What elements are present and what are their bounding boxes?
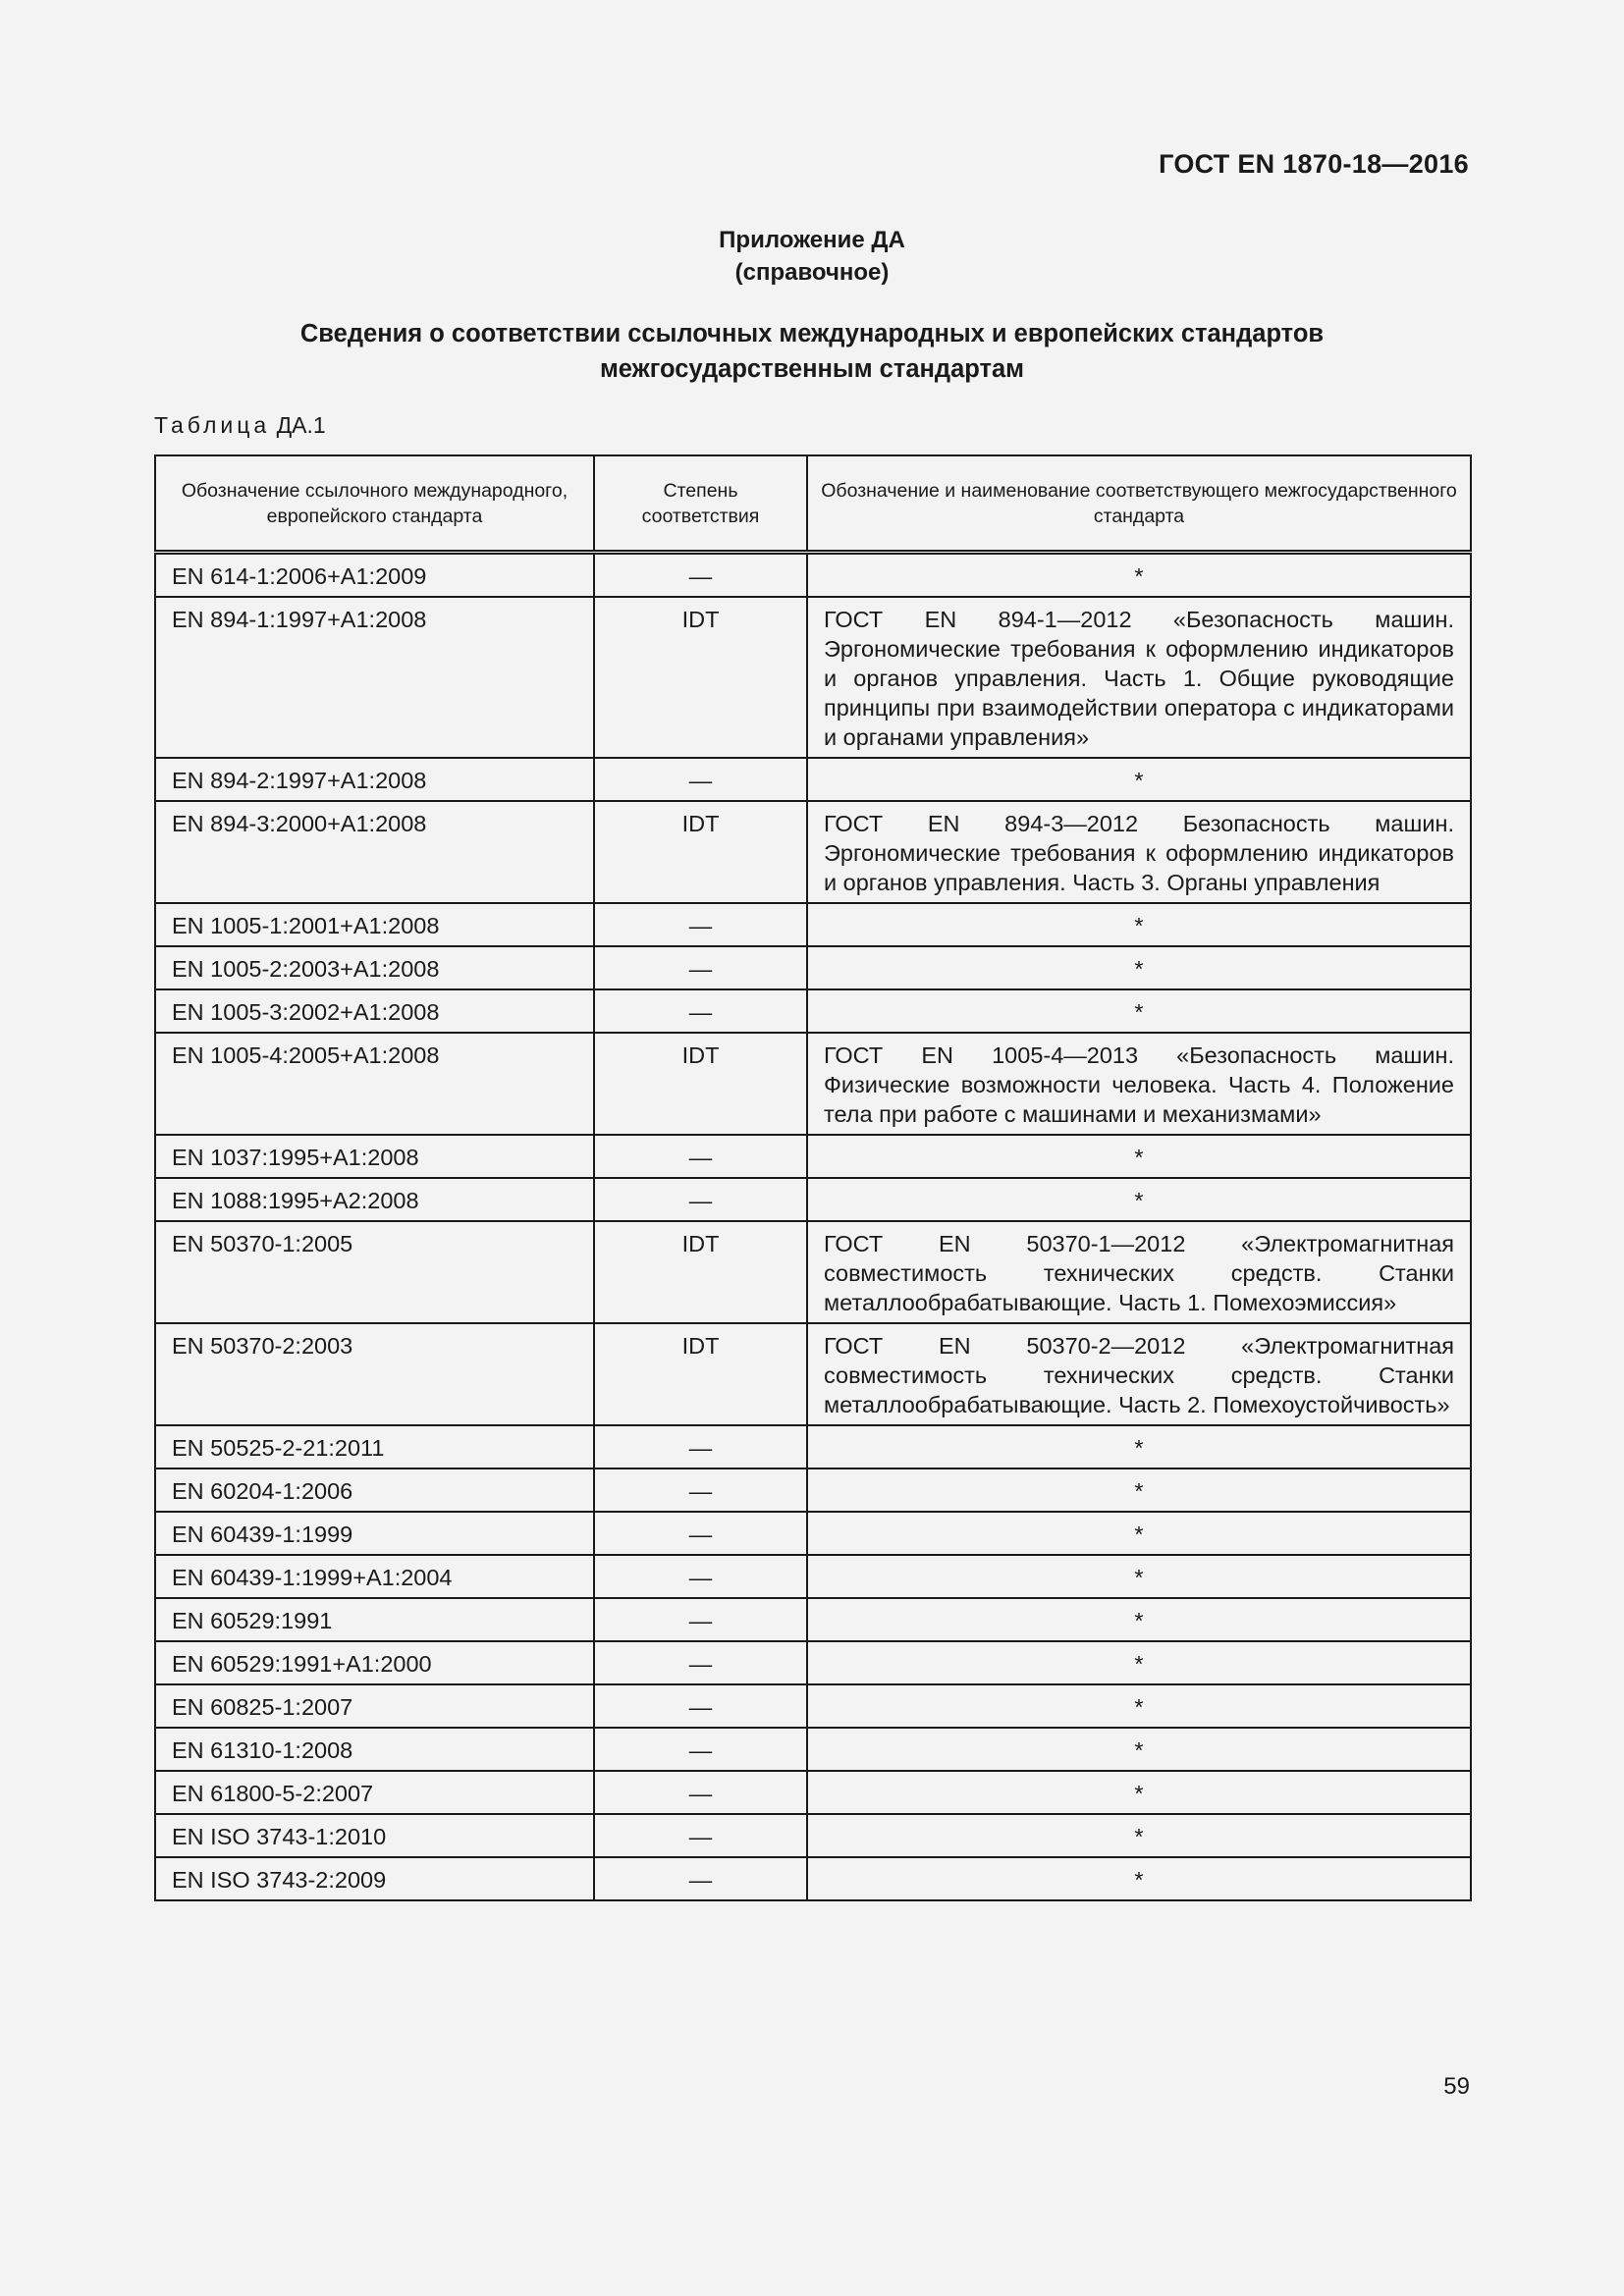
interstate-standard-cell: ГОСТ EN 894-3—2012 Безопасность машин. Эргономические требования к оформлению индикаторов и органов управления. Часть 3. Органы управления bbox=[807, 801, 1471, 903]
table-row bbox=[155, 597, 1471, 758]
interstate-standard-cell: * bbox=[807, 1468, 1471, 1512]
reference-standard-cell: EN 1005-4:2005+A1:2008 bbox=[155, 1033, 594, 1135]
section-title bbox=[0, 316, 1624, 387]
degree-cell: IDT bbox=[594, 1323, 807, 1425]
table-row bbox=[155, 1728, 1471, 1771]
reference-standard-cell: EN 60439-1:1999+A1:2004 bbox=[155, 1555, 594, 1598]
degree-cell: IDT bbox=[594, 801, 807, 903]
page-number: 59 bbox=[1443, 2073, 1470, 2100]
interstate-standard-cell: ГОСТ EN 894-1—2012 «Безопасность машин. Эргономические требования к оформлению индикаторов и органов управления. Часть 1. Общие руководящие принципы при взаимодействии оператора с индикаторами и органами управления» bbox=[807, 597, 1471, 758]
table-row bbox=[155, 1641, 1471, 1684]
reference-standard-cell: EN 60439-1:1999 bbox=[155, 1512, 594, 1555]
header-reference-standard: Обозначение ссылочного международного, европейского стандарта bbox=[155, 455, 594, 553]
table-row bbox=[155, 1598, 1471, 1641]
reference-standard-cell: EN 1037:1995+A1:2008 bbox=[155, 1135, 594, 1178]
interstate-standard-cell: ГОСТ EN 50370-2—2012 «Электромагнитная совместимость технических средств. Станки металлообрабатывающие. Часть 2. Помехоустойчивость» bbox=[807, 1323, 1471, 1425]
reference-standard-cell: EN 1005-2:2003+A1:2008 bbox=[155, 946, 594, 989]
degree-cell: — bbox=[594, 1641, 807, 1684]
reference-standard-cell: EN 614-1:2006+A1:2009 bbox=[155, 553, 594, 598]
degree-cell: IDT bbox=[594, 1033, 807, 1135]
degree-cell: — bbox=[594, 1178, 807, 1221]
reference-standard-cell: EN 60529:1991+A1:2000 bbox=[155, 1641, 594, 1684]
interstate-standard-cell: * bbox=[807, 989, 1471, 1033]
table-row bbox=[155, 1221, 1471, 1323]
appendix-subtitle: (справочное) bbox=[734, 259, 890, 286]
interstate-standard-cell: * bbox=[807, 553, 1471, 598]
table-row bbox=[155, 1857, 1471, 1900]
interstate-standard-cell: * bbox=[807, 1425, 1471, 1468]
reference-standard-cell: EN 60529:1991 bbox=[155, 1598, 594, 1641]
table-row bbox=[155, 1555, 1471, 1598]
appendix-heading bbox=[0, 224, 1624, 289]
appendix-title: Приложение ДА bbox=[719, 227, 905, 253]
degree-cell: — bbox=[594, 1425, 807, 1468]
interstate-standard-cell: * bbox=[807, 1814, 1471, 1857]
reference-standard-cell: EN 61310-1:2008 bbox=[155, 1728, 594, 1771]
interstate-standard-cell: * bbox=[807, 1598, 1471, 1641]
table-row bbox=[155, 1771, 1471, 1814]
degree-cell: — bbox=[594, 1598, 807, 1641]
reference-standard-cell: EN 50525-2-21:2011 bbox=[155, 1425, 594, 1468]
interstate-standard-cell: * bbox=[807, 903, 1471, 946]
table-caption bbox=[154, 412, 326, 439]
degree-cell: — bbox=[594, 1814, 807, 1857]
degree-cell: — bbox=[594, 903, 807, 946]
interstate-standard-cell: ГОСТ EN 1005-4—2013 «Безопасность машин. Физические возможности человека. Часть 4. Положение тела при работе с машинами и механизмами» bbox=[807, 1033, 1471, 1135]
reference-standard-cell: EN 50370-2:2003 bbox=[155, 1323, 594, 1425]
degree-cell: — bbox=[594, 1771, 807, 1814]
section-title-line-2: межгосударственным стандартам bbox=[599, 355, 1025, 383]
table-body bbox=[155, 553, 1471, 1901]
reference-standard-cell: EN 1088:1995+A2:2008 bbox=[155, 1178, 594, 1221]
reference-standard-cell: EN 894-1:1997+A1:2008 bbox=[155, 597, 594, 758]
correspondence-table bbox=[154, 454, 1472, 1901]
table-row bbox=[155, 801, 1471, 903]
degree-cell: — bbox=[594, 758, 807, 801]
table-row bbox=[155, 903, 1471, 946]
reference-standard-cell: EN 1005-1:2001+A1:2008 bbox=[155, 903, 594, 946]
interstate-standard-cell: ГОСТ EN 50370-1—2012 «Электромагнитная совместимость технических средств. Станки металлообрабатывающие. Часть 1. Помехоэмиссия» bbox=[807, 1221, 1471, 1323]
degree-cell: — bbox=[594, 946, 807, 989]
table-caption-word: Таблица bbox=[154, 412, 271, 438]
table-row bbox=[155, 946, 1471, 989]
degree-cell: — bbox=[594, 1512, 807, 1555]
interstate-standard-cell: * bbox=[807, 1641, 1471, 1684]
interstate-standard-cell: * bbox=[807, 1728, 1471, 1771]
reference-standard-cell: EN 50370-1:2005 bbox=[155, 1221, 594, 1323]
degree-cell: IDT bbox=[594, 1221, 807, 1323]
degree-cell: — bbox=[594, 1135, 807, 1178]
table-row bbox=[155, 989, 1471, 1033]
table-row bbox=[155, 758, 1471, 801]
degree-cell: — bbox=[594, 1684, 807, 1728]
table-row bbox=[155, 1684, 1471, 1728]
table-row bbox=[155, 1814, 1471, 1857]
table-header-row bbox=[155, 455, 1471, 553]
reference-standard-cell: EN 894-3:2000+A1:2008 bbox=[155, 801, 594, 903]
reference-standard-cell: EN 60204-1:2006 bbox=[155, 1468, 594, 1512]
table-row bbox=[155, 1468, 1471, 1512]
degree-cell: — bbox=[594, 1728, 807, 1771]
reference-standard-cell: EN 60825-1:2007 bbox=[155, 1684, 594, 1728]
degree-cell: — bbox=[594, 1555, 807, 1598]
degree-cell: — bbox=[594, 1857, 807, 1900]
table-caption-number: ДА.1 bbox=[276, 412, 326, 438]
reference-standard-cell: EN ISO 3743-1:2010 bbox=[155, 1814, 594, 1857]
degree-cell: — bbox=[594, 989, 807, 1033]
table-row bbox=[155, 1425, 1471, 1468]
reference-standard-cell: EN ISO 3743-2:2009 bbox=[155, 1857, 594, 1900]
section-title-line-1: Сведения о соответствии ссылочных международных и европейских стандартов bbox=[299, 320, 1325, 347]
interstate-standard-cell: * bbox=[807, 946, 1471, 989]
interstate-standard-cell: * bbox=[807, 758, 1471, 801]
table-row bbox=[155, 553, 1471, 598]
interstate-standard-cell: * bbox=[807, 1684, 1471, 1728]
table-row bbox=[155, 1033, 1471, 1135]
reference-standard-cell: EN 61800-5-2:2007 bbox=[155, 1771, 594, 1814]
degree-cell: IDT bbox=[594, 597, 807, 758]
interstate-standard-cell: * bbox=[807, 1857, 1471, 1900]
header-degree: Степень соответствия bbox=[594, 455, 807, 553]
interstate-standard-cell: * bbox=[807, 1771, 1471, 1814]
table-row bbox=[155, 1512, 1471, 1555]
interstate-standard-cell: * bbox=[807, 1555, 1471, 1598]
table-row bbox=[155, 1178, 1471, 1221]
reference-standard-cell: EN 1005-3:2002+A1:2008 bbox=[155, 989, 594, 1033]
degree-cell: — bbox=[594, 1468, 807, 1512]
degree-cell: — bbox=[594, 553, 807, 598]
header-interstate-standard: Обозначение и наименование соответствующего межгосударственного стандарта bbox=[807, 455, 1471, 553]
table-row bbox=[155, 1323, 1471, 1425]
document-code: ГОСТ EN 1870-18—2016 bbox=[1159, 149, 1469, 179]
table-row bbox=[155, 1135, 1471, 1178]
interstate-standard-cell: * bbox=[807, 1512, 1471, 1555]
reference-standard-cell: EN 894-2:1997+A1:2008 bbox=[155, 758, 594, 801]
interstate-standard-cell: * bbox=[807, 1178, 1471, 1221]
interstate-standard-cell: * bbox=[807, 1135, 1471, 1178]
